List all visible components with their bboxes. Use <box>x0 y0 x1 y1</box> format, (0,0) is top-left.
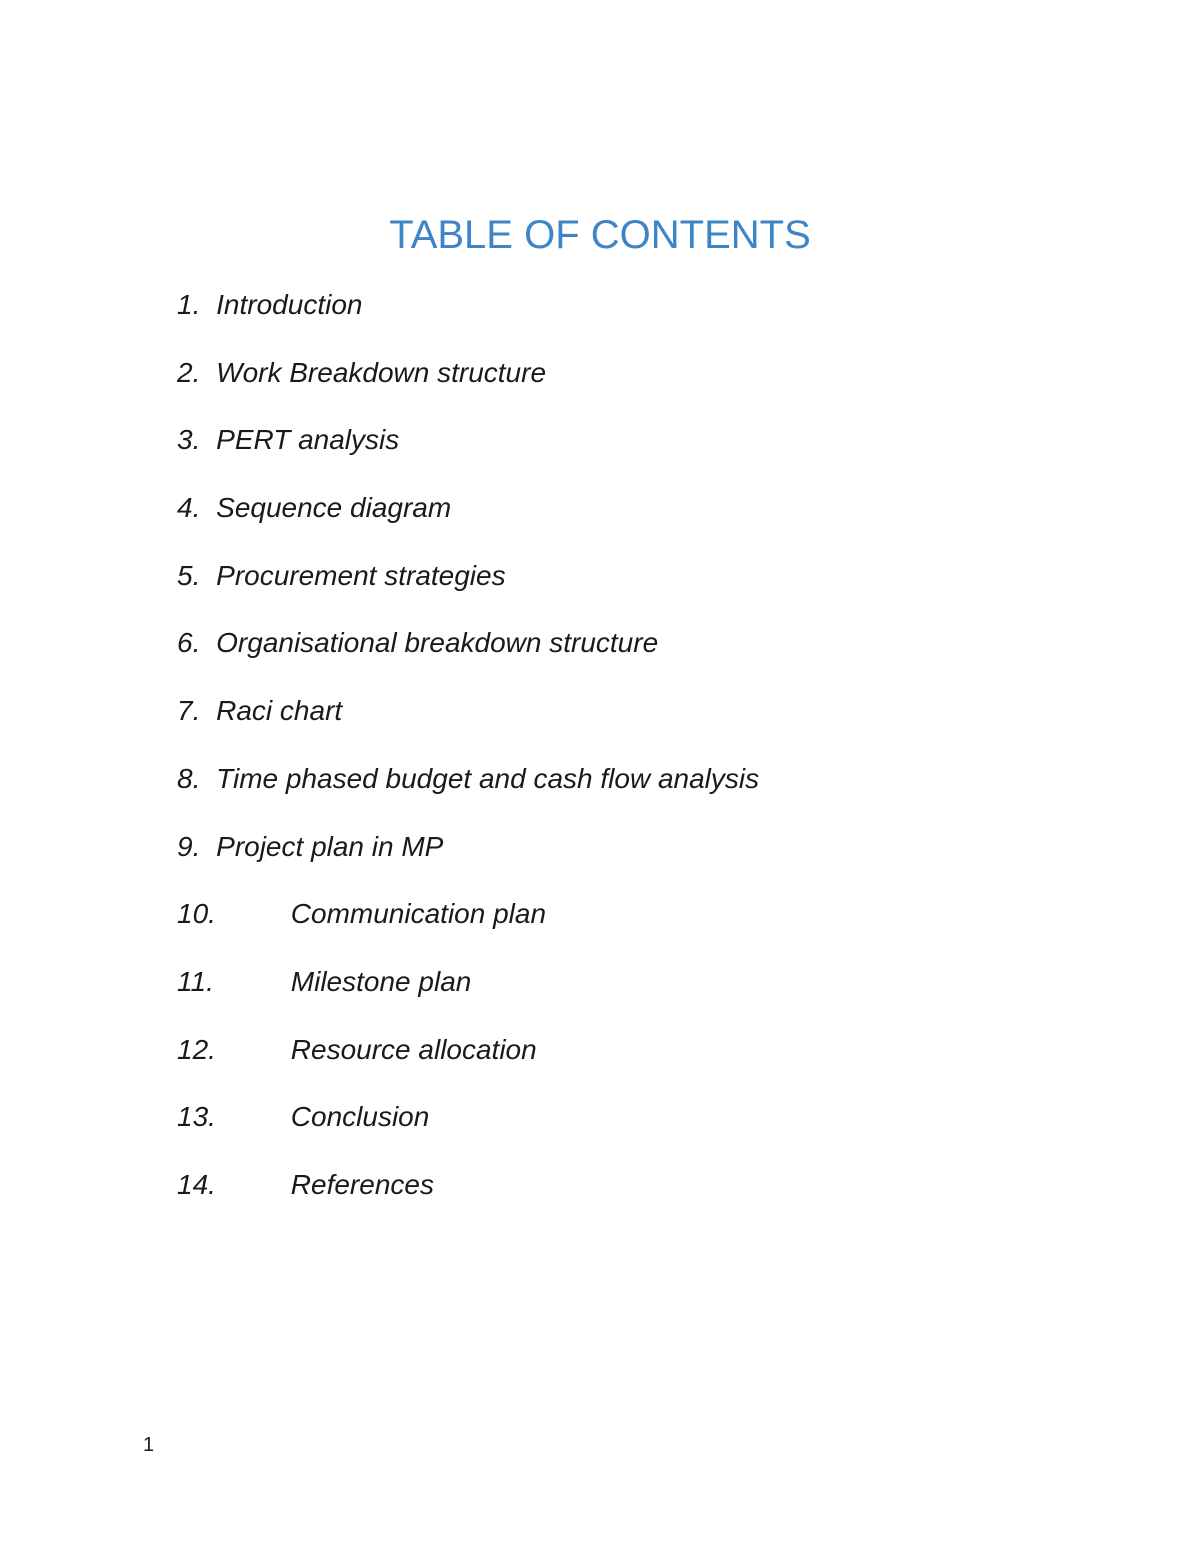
page-title: TABLE OF CONTENTS <box>389 212 811 257</box>
toc-entry <box>177 623 759 691</box>
toc-entry-number: 1. <box>177 289 201 320</box>
toc-entry-text: Project plan in MP <box>216 830 444 862</box>
toc-entry <box>177 1097 759 1165</box>
toc-entry-number: 13. <box>177 1101 216 1133</box>
toc-entry-number: 2. <box>177 356 201 388</box>
toc-entry-number: 4. <box>177 492 201 524</box>
toc-entry-text: Work Breakdown structure <box>216 356 547 388</box>
toc-entry-text: Procurement strategies <box>216 559 506 591</box>
toc-entry-text: Organisational breakdown structure <box>216 627 659 659</box>
toc-entry-number: 7. <box>177 695 201 727</box>
toc-entry-text: Communication plan <box>290 898 547 930</box>
toc-entry-number: 10. <box>177 898 216 930</box>
toc-entry-number: 9. <box>177 830 201 862</box>
toc-list <box>177 285 759 1233</box>
toc-entry <box>177 420 759 488</box>
toc-entry-text: Conclusion <box>290 1101 430 1133</box>
toc-entry <box>177 691 759 759</box>
toc-entry-number: 12. <box>177 1033 216 1065</box>
toc-entry <box>177 488 759 556</box>
toc-entry-number: 11. <box>177 965 214 997</box>
toc-entry-text: Raci chart <box>216 695 343 727</box>
toc-entry <box>177 827 759 895</box>
toc-entry <box>177 759 759 827</box>
toc-entry-text: References <box>290 1168 434 1200</box>
toc-entry-text: Time phased budget and cash flow analysis <box>216 762 760 794</box>
toc-entry <box>177 285 759 353</box>
toc-entry <box>177 894 759 962</box>
toc-entry-text: Milestone plan <box>290 965 472 997</box>
toc-entry-number: 14. <box>177 1168 216 1200</box>
toc-entry-text: Introduction <box>216 289 363 320</box>
page-number: 1 <box>143 1434 155 1456</box>
toc-entry <box>177 962 759 1030</box>
toc-entry <box>177 1030 759 1098</box>
toc-entry-number: 6. <box>177 627 201 659</box>
toc-entry-text: Sequence diagram <box>216 492 452 524</box>
toc-entry <box>177 353 759 421</box>
toc-entry-number: 5. <box>177 559 201 591</box>
toc-entry-text: PERT analysis <box>216 424 400 456</box>
toc-entry-text: Resource allocation <box>290 1033 537 1065</box>
toc-entry <box>177 1165 759 1233</box>
toc-entry-number: 3. <box>177 424 201 456</box>
toc-entry <box>177 556 759 624</box>
toc-entry-number: 8. <box>177 762 201 794</box>
